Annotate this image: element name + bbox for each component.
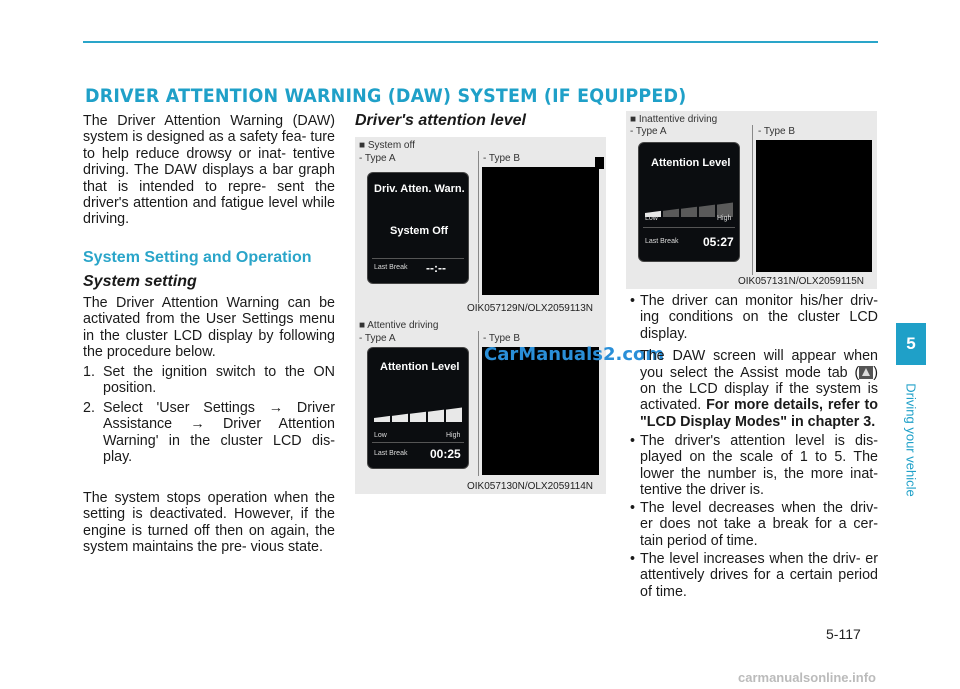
figure-caption: OIK057130N/OLX2059114N [467, 481, 594, 492]
bullet-text: The level decreases when the driv- er does not take a break for a cer- tain period of time. [640, 500, 878, 549]
high-label: High [717, 215, 732, 222]
cluster-screen-type-a [638, 142, 740, 262]
attention-bar-segment [374, 416, 390, 422]
figure-inattentive-driving [626, 111, 877, 289]
screen-rule [643, 227, 735, 228]
screen-status: System Off [390, 225, 449, 237]
last-break-label: Last Break [645, 238, 679, 245]
figure-label: ■ Inattentive driving [630, 114, 718, 125]
bullet-text: The driver can monitor his/her driv- ing conditions on the cluster LCD display. [640, 293, 878, 342]
last-break-label: Last Break [374, 450, 408, 457]
chapter-reference: For more details, refer to "LCD Display Modes" in chapter 3. [640, 397, 878, 430]
figure-label: ■ Attentive driving [359, 320, 439, 331]
figure-caption: OIK057131N/OLX2059115N [738, 276, 865, 287]
type-a-label: - Type A [630, 126, 667, 137]
type-a-label: - Type A [359, 333, 396, 344]
bullet-text: The level increases when the driv- er attentively drives for a certain period of time. [640, 551, 878, 600]
type-b-label: - Type B [483, 153, 521, 164]
screen-title: Attention Level [651, 157, 731, 169]
cluster-screen-type-a [367, 172, 469, 284]
sub-heading: System setting [83, 273, 197, 290]
bullet-dot: • [630, 293, 636, 309]
last-break-time: --:-- [426, 261, 446, 275]
bullet-item [630, 551, 878, 600]
assist-text-a: The DAW screen will appear when you select the Assist mode tab ( [640, 348, 878, 381]
step-text: Select 'User Settings → Driver Assistance → Driver Attention Warning' in the cluster LCD dis- play. [103, 400, 335, 466]
figure-divider [478, 151, 479, 303]
figure-label: ■ System off [359, 140, 415, 151]
step-item [83, 364, 335, 397]
screen-title: Attention Level [380, 361, 460, 373]
type-b-label: - Type B [483, 333, 521, 344]
watermark: CarManuals2.com [484, 344, 665, 365]
cluster-screen-type-b [482, 167, 599, 295]
last-break-time: 05:27 [703, 235, 734, 249]
bullet-item [630, 500, 878, 549]
last-break-time: 00:25 [430, 447, 461, 461]
low-label: Low [374, 432, 387, 439]
type-a-label: - Type A [359, 153, 396, 164]
figure-divider [478, 331, 479, 476]
attention-bar-segment [428, 410, 444, 422]
setting-paragraph: The Driver Attention Warning can be activated from the User Settings menu in the cluster LCD display by following the procedure below. [83, 295, 335, 361]
figure-divider [752, 125, 753, 275]
section-heading: System Setting and Operation [83, 249, 312, 266]
high-label: High [446, 432, 461, 439]
cluster-screen-type-b [482, 347, 599, 475]
step-number: 1. [83, 364, 95, 380]
bullet-item [630, 293, 878, 430]
last-break-label: Last Break [374, 264, 408, 271]
screen-rule [372, 442, 464, 443]
bullet-dot: • [630, 433, 636, 449]
screen-edge [595, 157, 604, 169]
stop-paragraph: The system stops operation when the setting is deactivated. However, if the engine is turned off then on again, the system maintains the pre- vious state. [83, 490, 335, 556]
chapter-title: Driving your vehicle [903, 383, 919, 497]
bullet-continuation [640, 348, 878, 430]
attention-bar-segment [681, 207, 697, 217]
low-label: Low [645, 215, 658, 222]
step-number: 2. [83, 400, 95, 416]
chapter-tab[interactable]: 5 [896, 323, 926, 365]
bullet-text: The driver's attention level is dis- played on the scale of 1 to 5. The lower the number is, the more inat- tentive the driver is. [640, 433, 878, 499]
top-rule [83, 41, 878, 43]
assist-mode-icon [859, 366, 873, 379]
step-item [83, 400, 335, 466]
intro-paragraph: The Driver Attention Warning (DAW) system is designed as a safety fea- ture to help reduce drowsy or inat- tentive driving. The DAW displays a bar graph that is intended to repre- sent the driver's attention and fatigue level while driving. [83, 113, 335, 228]
cluster-screen-type-b [756, 140, 872, 272]
screen-title: Driv. Atten. Warn. [374, 183, 465, 195]
figure-caption: OIK057129N/OLX2059113N [467, 303, 594, 314]
attention-bar-graph [374, 400, 462, 430]
footer-watermark: carmanualsonline.info [738, 670, 876, 685]
attention-bar-segment [446, 408, 462, 423]
step-text: Set the ignition switch to the ON position. [103, 364, 335, 397]
attention-bar-segment [699, 205, 715, 217]
cluster-screen-type-a [367, 347, 469, 469]
attention-bar-segment [410, 412, 426, 422]
page-number: 5-117 [826, 626, 861, 642]
screen-rule [372, 258, 464, 259]
bullet-dot: • [630, 500, 636, 516]
attention-bar-segment [663, 209, 679, 217]
bullet-item [630, 433, 878, 499]
type-b-label: - Type B [758, 126, 796, 137]
attention-bar-segment [392, 414, 408, 422]
bullet-dot: • [630, 551, 636, 567]
attention-level-heading: Driver's attention level [355, 112, 526, 129]
page-title: DRIVER ATTENTION WARNING (DAW) SYSTEM (IF EQUIPPED) [85, 85, 687, 107]
assist-text-b: ) on the LCD display if the system is activated. [640, 364, 878, 414]
figure-system-off [355, 137, 606, 317]
